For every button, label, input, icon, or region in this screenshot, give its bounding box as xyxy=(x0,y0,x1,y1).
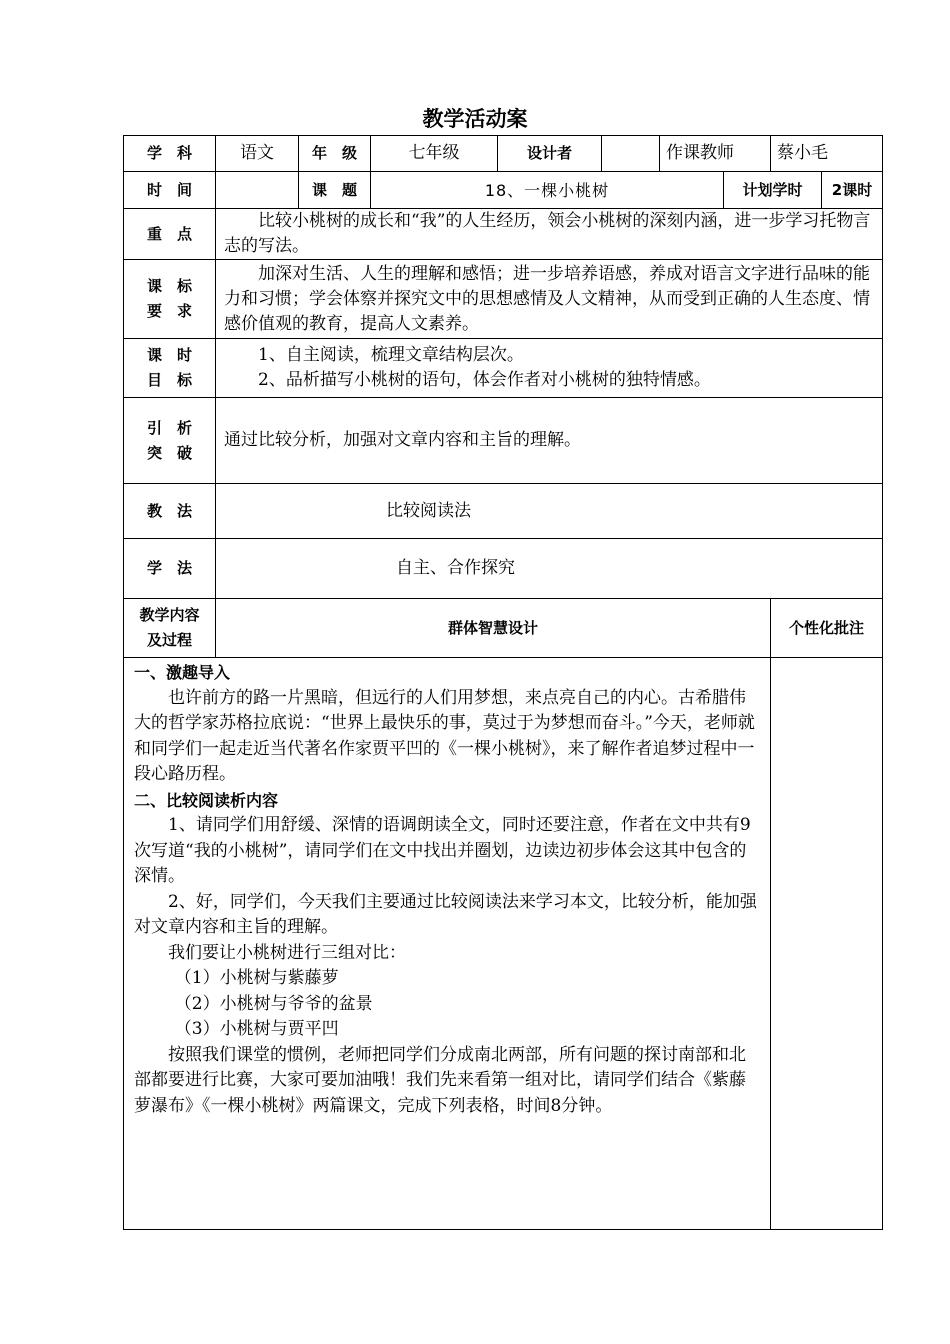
hours-value: 2课时 xyxy=(822,172,883,209)
goal-label-line-2: 目 标 xyxy=(146,371,192,389)
section-2-paragraph-2: 2、好，同学们，今天我们主要通过比较阅读法来学习本文，比较分析，能加强对文章内容和主旨的理解。 xyxy=(134,891,757,937)
designer-label: 设计者 xyxy=(498,136,602,172)
study-row xyxy=(124,539,883,599)
section-2-paragraph-1: 1、请同学们用舒缓、深情的语调朗读全文，同时还要注意，作者在文中共有9次写道“我的小桃树”，请同学们在文中找出并圈划，边读边初步体会这其中包含的深情。 xyxy=(134,815,751,886)
teacher-value: 蔡小毛 xyxy=(771,136,883,172)
header-row-1 xyxy=(124,136,883,172)
study-value: 自主、合作探究 xyxy=(396,558,515,578)
designer-value xyxy=(602,136,660,172)
process-label xyxy=(124,599,216,658)
focus-row xyxy=(124,209,883,260)
lesson-plan-table xyxy=(123,135,883,1230)
guide-label xyxy=(124,398,216,484)
guide-text: 通过比较分析，加强对文章内容和主旨的理解。 xyxy=(216,398,883,484)
comparison-item-3: （3）小桃树与贾平凹 xyxy=(174,1019,339,1039)
note-label: 个性化批注 xyxy=(771,599,883,658)
guide-label-line-1: 引 析 xyxy=(146,418,192,437)
process-label-line-2: 及过程 xyxy=(146,631,192,649)
standard-row xyxy=(124,260,883,339)
standard-label-line-1: 课 标 xyxy=(146,277,192,295)
design-label: 群体智慧设计 xyxy=(216,599,771,658)
goal-label xyxy=(124,339,216,398)
guide-row xyxy=(124,398,883,484)
section-2-paragraph-4: 按照我们课堂的惯例，老师把同学们分成南北两部，所有问题的探讨南部和北部都要进行比赛，大家可要加油哦！我们先来看第一组对比，请同学们结合《紫藤萝瀑布》《一棵小桃树》两篇课文，完成下列表格，时间8分钟。 xyxy=(134,1044,746,1116)
method-label: 教 法 xyxy=(124,484,216,539)
method-text xyxy=(216,484,883,539)
standard-paragraph: 加深对生活、人生的理解和感悟；进一步培养语感，养成对语言文字进行品味的能力和习惯；学会体察并探究文中的思想感情及人文精神，从而受到正确的人生态度、情感价值观的教育，提高人文素养。 xyxy=(224,263,870,334)
standard-text xyxy=(216,260,883,339)
goal-item-1: 1、自主阅读，梳理文章结构层次。 xyxy=(258,345,524,365)
topic-label: 课 题 xyxy=(299,172,371,209)
grade-label: 年 级 xyxy=(299,136,371,172)
process-header-row xyxy=(124,599,883,658)
comparison-item-1: （1）小桃树与紫藤萝 xyxy=(174,968,339,988)
focus-paragraph: 比较小桃树的成长和“我”的人生经历，领会小桃树的深刻内涵，进一步学习托物言志的写法。 xyxy=(224,211,871,256)
section-2-paragraph-3: 我们要让小桃树进行三组对比： xyxy=(168,942,406,963)
section-1-heading: 一、激趣导入 xyxy=(134,663,231,682)
document-title: 教学活动案 xyxy=(422,107,528,131)
section-1-paragraph: 也许前方的路一片黑暗，但远行的人们用梦想，来点亮自己的内心。古希腊伟大的哲学家苏格拉底说：“世界上最快乐的事，莫过于为梦想而奋斗。”今天，老师就和同学们一起走近当代著名作家贾平凹的《一棵小桃树》，来了解作者追梦过程中一段心路历程。 xyxy=(134,687,755,784)
personal-notes-cell xyxy=(771,658,883,1230)
method-row xyxy=(124,484,883,539)
study-text xyxy=(216,539,883,599)
grade-value: 七年级 xyxy=(371,136,498,172)
subject-value: 语文 xyxy=(216,136,299,172)
process-content xyxy=(124,658,771,1230)
goal-row xyxy=(124,339,883,398)
focus-text xyxy=(216,209,883,260)
time-value xyxy=(216,172,299,209)
study-label: 学 法 xyxy=(124,539,216,599)
standard-label-line-2: 要 求 xyxy=(146,302,192,320)
time-label: 时 间 xyxy=(124,172,216,209)
subject-label: 学 科 xyxy=(124,136,216,172)
teacher-label: 作课教师 xyxy=(660,136,771,172)
header-row-2 xyxy=(124,172,883,209)
standard-label xyxy=(124,260,216,339)
process-content-row xyxy=(124,658,883,1230)
focus-label: 重 点 xyxy=(124,209,216,260)
goal-text xyxy=(216,339,883,398)
hours-label: 计划学时 xyxy=(724,172,822,209)
goal-label-line-1: 课 时 xyxy=(146,346,192,364)
guide-label-line-2: 突 破 xyxy=(146,443,192,462)
goal-item-2: 2、品析描写小桃树的语句，体会作者对小桃树的独特情感。 xyxy=(258,370,711,390)
comparison-item-2: （2）小桃树与爷爷的盆景 xyxy=(174,993,373,1014)
method-value: 比较阅读法 xyxy=(386,500,471,521)
section-2-heading: 二、比较阅读析内容 xyxy=(134,790,279,810)
topic-value: 18、一棵小桃树 xyxy=(371,172,724,209)
process-label-line-1: 教学内容 xyxy=(139,606,200,624)
